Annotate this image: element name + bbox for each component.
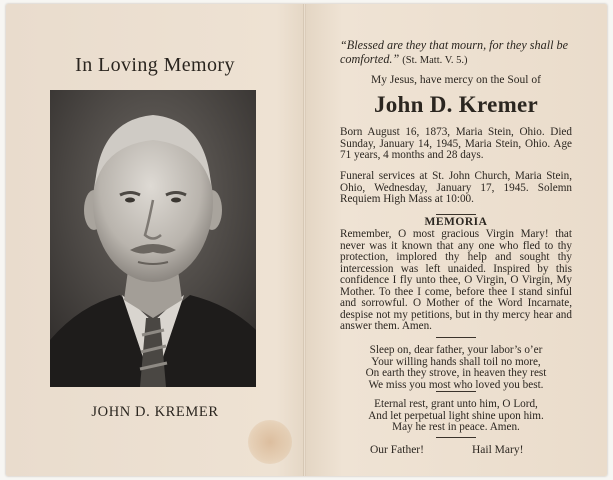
mercy-line: My Jesus, have mercy on the Soul of [371,74,541,86]
poem-line: We miss you most who loved you best. [368,378,544,391]
divider [436,391,476,392]
rest-line: And let perpetual light shine upon him. [368,409,544,422]
portrait-image [50,90,256,387]
divider [436,337,476,338]
poem [340,345,572,391]
divider [436,437,476,438]
card-fold [303,4,306,476]
rest-line: Eternal rest, grant unto him, O Lord, [374,398,538,410]
rest-line: May he rest in peace. Amen. [392,421,520,433]
portrait-photo [50,90,256,387]
memoria-prayer: Remember, O most gracious Virgin Mary! that never was it known that any one who fled to thy protection, implored thy help and sought thy intercession was left unaided. Inspired by this confidence I fly unto thee, O Virgin, O Virgin, My Mother. To thee I come, before thee I stand sinful and sorrowful. O Mother of the Word Incarnate, despise not my petitions, but in thy mercy hear and answer them. Amen. [340,228,572,332]
quote-reference: (St. Matt. V. 5.) [402,54,468,66]
eternal-rest-prayer [340,399,572,434]
divider [436,214,476,215]
poem-line: Sleep on, dear father, your labor’s o’er [369,344,543,356]
paper-stain [248,420,292,464]
closing-hail-mary: Hail Mary! [472,444,524,456]
scripture-quote [340,39,572,67]
quote-text: “Blessed are they that mourn, for they shall be comforted.” [340,38,569,66]
memoria-heading: MEMORIA [424,216,488,228]
poem-line: Your willing hands shall toil no more, [371,355,541,368]
closing-our-father: Our Father! [370,444,424,456]
memorial-title: In Loving Memory [75,54,235,76]
deceased-name: John D. Kremer [373,92,539,117]
poem-line: On earth they strove, in heaven they rest [365,367,547,379]
funeral-info: Funeral services at St. John Church, Maria Stein, Ohio, Wednesday, January 17, 1945. Solemn Requiem High Mass at 10:00. [340,170,572,205]
birth-death-info: Born August 16, 1873, Maria Stein, Ohio. Died Sunday, January 14, 1945, Maria Stein, Ohio. Age 71 years, 4 months and 28 days. [340,126,572,161]
portrait-caption: JOHN D. KREMER [91,404,219,420]
